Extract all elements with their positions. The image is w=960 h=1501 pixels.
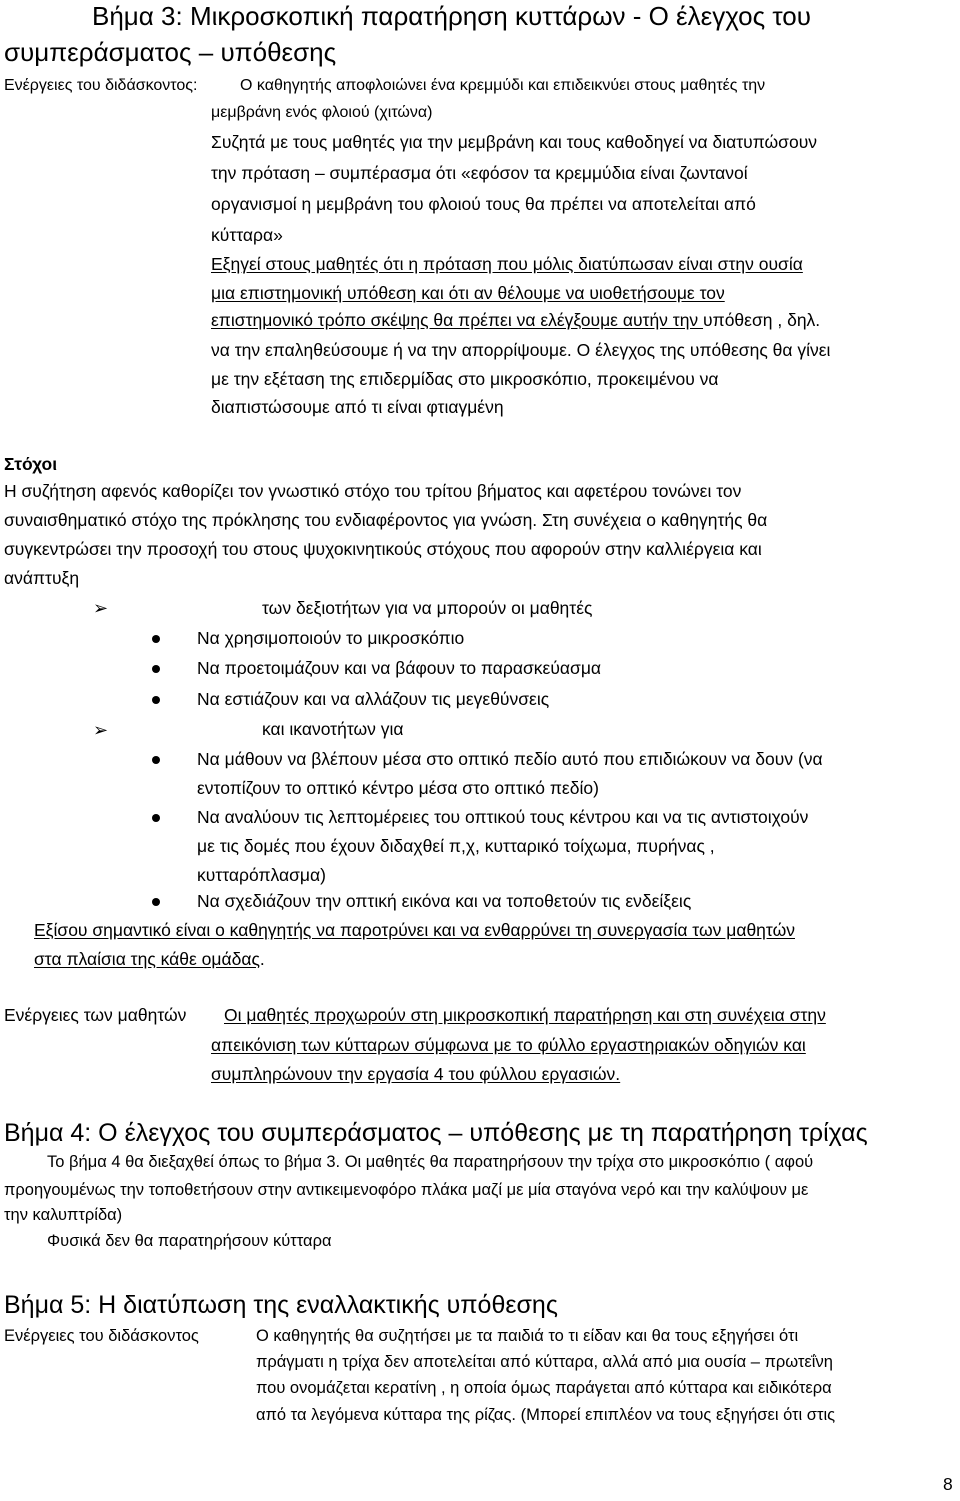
bullet-icon: [152, 898, 160, 906]
step4-line-3: την καλυπτρίδα): [4, 1206, 123, 1224]
explain-line-5: με την εξέταση της επιδερμίδας στο μικροσκόπιο, προκειμένου να: [211, 369, 719, 389]
scientific-hypothesis-text: μια επιστημονική υπόθεση: [211, 283, 417, 303]
student-actions-line-3: συμπληρώνουν την εργασία 4 του φύλλου εργασιών.: [211, 1064, 621, 1084]
bullet-icon: [152, 756, 160, 764]
discussion-line-3: οργανισμοί η μεμβράνη του φλοιού τους θα πρέπει να αποτελείται από: [211, 194, 756, 214]
bullet-icon: [152, 814, 160, 822]
goals-heading: Στόχοι: [4, 454, 58, 474]
bullet-icon: [152, 665, 160, 673]
step5-line-1: Ο καθηγητής θα συζητήσει με τα παιδιά το τι είδαν και θα τους εξηγήσει ότι: [256, 1327, 799, 1345]
goals-bullet-5-line-2: με τις δομές που έχουν διδαχθεί π,χ, κυτταρικό τοίχωμα, πυρήνας ,: [197, 836, 715, 856]
goals-line-1: Η συζήτηση αφενός καθορίζει τον γνωστικό στόχο του τρίτου βήματος και αφετέρου τονώνει τον: [4, 481, 742, 501]
explain-line-3-rest: υπόθεση , δηλ.: [703, 310, 821, 330]
explain-line-4: να την επαληθεύσουμε ή να την απορρίψουμε. Ο έλεγχος της υπόθεσης θα γίνει: [211, 340, 831, 360]
discussion-line-1: Συζητά με τους μαθητές για την μεμβράνη και τους καθοδηγεί να διατυπώσουν: [211, 132, 818, 152]
step4-line-2: προηγουμένως την τοποθετήσουν στην αντικειμενοφόρο πλάκα μαζί με μία σταγόνα νερό και την καλύψουν με: [4, 1181, 809, 1199]
important-line-2-underlined: στα πλαίσια της κάθε ομάδας: [34, 949, 260, 969]
step5-line-2: πράγματι η τρίχα δεν αποτελείται από κύτταρα, αλλά από μια ουσία – πρωτεΐνη: [256, 1353, 833, 1371]
step5-title: Βήμα 5: Η διατύπωση της εναλλακτικής υπόθεσης: [4, 1291, 558, 1319]
step4-title: Βήμα 4: Ο έλεγχος του συμπεράσματος – υπόθεσης με τη παρατήρηση τρίχας: [4, 1119, 868, 1147]
goals-line-4: ανάπτυξη: [4, 568, 80, 588]
step4-line-1: Το βήμα 4 θα διεξαχθεί όπως το βήμα 3. Οι μαθητές θα παρατηρήσουν την τρίχα στο μικροσκόπιο ( αφού: [47, 1153, 814, 1171]
important-line-2-tail: .: [259, 949, 265, 969]
step5-line-4: από τα λεγόμενα κύτταρα της ρίζας. (Μπορεί επιπλέον να τους εξηγήσει ότι στις: [256, 1406, 836, 1424]
explain-line-1: Εξηγεί στους μαθητές ότι η πρόταση που μόλις διατύπωσαν είναι στην ουσία: [211, 254, 803, 274]
goals-bullet-1: Να χρησιμοποιούν το μικροσκόπιο: [197, 628, 465, 648]
goals-bullet-5-line-1: Να αναλύουν τις λεπτομέρειες του οπτικού τους κέντρου και να τις αντιστοιχούν: [197, 807, 809, 827]
goals-bullet-4-line-2: εντοπίζουν το οπτικό κέντρο μέσα στο οπτικό πεδίο): [197, 778, 599, 798]
step5-line-3: που ονομάζεται κερατίνη , η οποία όμως παράγεται από κύτταρα και ειδικότερα: [256, 1379, 832, 1397]
teacher-actions-line1: Ο καθηγητής αποφλοιώνει ένα κρεμμύδι και επιδεικνύει στους μαθητές την: [240, 77, 766, 94]
discussion-line-4: κύτταρα»: [211, 225, 283, 245]
student-actions-label: Ενέργειες των μαθητών: [4, 1005, 187, 1025]
bullet-icon: [152, 635, 160, 643]
goals-line-2: συναισθηματικό στόχο της πρόκλησης του ενδιαφέροντος για γνώση. Στη συνέχεια ο καθηγητής θα: [4, 510, 768, 530]
goals-arrow-item-1: των δεξιοτήτων για να μπορούν οι μαθητές: [262, 598, 593, 618]
explain-line-3: [211, 307, 820, 334]
student-actions-line-1: Οι μαθητές προχωρούν στη μικροσκοπική παρατήρηση και στη συνέχεια στην: [224, 1005, 826, 1025]
goals-bullet-2: Να προετοιμάζουν και να βάφουν το παρασκεύασμα: [197, 658, 602, 678]
goals-bullet-6: Να σχεδιάζουν την οπτική εικόνα και να τοποθετούν τις ενδείξεις: [197, 891, 692, 911]
arrow-bullet-icon: ➢: [93, 720, 109, 741]
teacher-actions-line2: μεμβράνη ενός φλοιού (χιτώνα): [211, 104, 433, 121]
discussion-line-2: την πρόταση – συμπέρασμα ότι «εφόσον τα κρεμμύδια είναι ζωντανοί: [211, 163, 748, 183]
goals-bullet-4-line-1: Να μάθουν να βλέπουν μέσα στο οπτικό πεδίο αυτό που επιδιώκουν να δουν (να: [197, 749, 823, 769]
explain-line-2-rest: και ότι αν θέλουμε να υιοθετήσουμε τον: [416, 283, 725, 303]
explain-line-2: [211, 280, 725, 307]
important-line-2: [34, 946, 265, 973]
goals-arrow-item-2: και ικανοτήτων για: [262, 719, 404, 739]
explain-line-3-underlined: επιστημονικό τρόπο σκέψης θα πρέπει να ελέγξουμε αυτήν την: [211, 310, 704, 330]
step4-line-4: Φυσικά δεν θα παρατηρήσουν κύτταρα: [47, 1232, 332, 1250]
goals-line-3: συγκεντρώσει την προσοχή του στους ψυχοκινητικούς στόχους που αφορούν στην καλλιέργεια και: [4, 539, 762, 559]
goals-bullet-5-line-3: κυτταρόπλασμα): [197, 865, 326, 885]
step3-title-line1: Βήμα 3: Μικροσκοπική παρατήρηση κυττάρων - Ο έλεγχος του: [92, 1, 811, 31]
step3-title-line2: συμπεράσματος – υπόθεσης: [4, 37, 337, 67]
step5-teacher-label: Ενέργειες του διδάσκοντος: [4, 1327, 199, 1345]
page-number: 8: [943, 1474, 953, 1494]
goals-bullet-3: Να εστιάζουν και να αλλάζουν τις μεγεθύνσεις: [197, 689, 550, 709]
student-actions-line-2: απεικόνιση των κύτταρων σύμφωνα με το φύλλο εργαστηριακών οδηγιών και: [211, 1035, 806, 1055]
teacher-actions-label: Ενέργειες του διδάσκοντος:: [4, 77, 198, 94]
explain-line-6: διαπιστώσουμε από τι είναι φτιαγμένη: [211, 397, 504, 417]
important-line-1: Εξίσου σημαντικό είναι ο καθηγητής να παροτρύνει και να ενθαρρύνει τη συνεργασία των μαθητών: [34, 920, 795, 940]
arrow-bullet-icon: ➢: [93, 598, 109, 619]
bullet-icon: [152, 696, 160, 704]
